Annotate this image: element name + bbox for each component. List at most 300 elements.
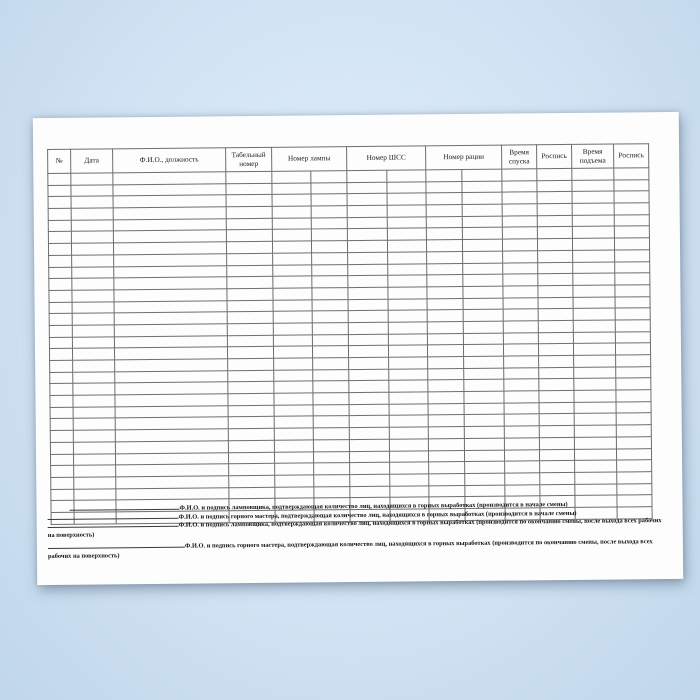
table-cell [502, 227, 537, 239]
table-cell [540, 484, 575, 496]
table-cell [227, 347, 273, 359]
table-cell [228, 417, 274, 429]
table-cell [538, 320, 573, 332]
table-cell [228, 382, 274, 394]
table-cell [50, 419, 73, 431]
table-cell [227, 265, 273, 277]
table-cell [537, 192, 572, 204]
table-cell [537, 215, 572, 227]
table-cell [464, 415, 504, 427]
table-cell [502, 192, 537, 204]
column-header-radio-number: Номер рации [426, 145, 502, 170]
table-cell [387, 228, 426, 240]
table-cell [73, 360, 115, 372]
table-cell [48, 232, 71, 244]
table-cell [428, 392, 464, 404]
table-cell [390, 474, 429, 486]
table-cell [314, 486, 350, 498]
table-cell [505, 461, 540, 473]
table-cell [575, 484, 617, 496]
table-cell [427, 298, 463, 310]
table-cell [464, 356, 504, 368]
signature-blank-line [48, 522, 179, 528]
table-cell [72, 336, 114, 348]
table-cell [572, 180, 614, 192]
table-cell [539, 426, 574, 438]
table-cell [314, 463, 350, 475]
table-cell [72, 278, 114, 290]
table-cell [574, 402, 616, 414]
table-cell [463, 321, 503, 333]
table-cell [49, 313, 72, 325]
table-cell [73, 383, 115, 395]
table-cell [428, 368, 464, 380]
table-cell [312, 264, 348, 276]
table-cell [389, 357, 428, 369]
table-cell [48, 243, 71, 255]
table-cell [616, 425, 651, 437]
table-cell [273, 288, 312, 300]
table-cell [539, 437, 574, 449]
table-cell [50, 454, 73, 466]
table-cell [615, 250, 650, 262]
table-cell [72, 266, 114, 278]
table-cell [388, 275, 427, 287]
note-text: Ф.И.О. и подпись ламповщика, подтверждающая количество лиц, находящихся в горных выработках (производится в начале смены) [179, 500, 568, 512]
table-cell [537, 204, 572, 216]
table-cell [313, 358, 349, 370]
table-cell [274, 393, 313, 405]
table-cell [504, 414, 539, 426]
table-cell [49, 349, 72, 361]
table-cell [273, 346, 312, 358]
table-cell [312, 276, 348, 288]
table-cell [272, 183, 311, 195]
table-cell [48, 208, 71, 220]
table-cell [72, 325, 114, 337]
table-cell [50, 430, 73, 442]
table-cell [616, 355, 651, 367]
table-cell [275, 486, 314, 498]
table-cell [503, 321, 538, 333]
table-cell [227, 335, 273, 347]
table-cell [227, 253, 273, 265]
table-cell [273, 300, 312, 312]
table-cell [426, 181, 462, 193]
table-cell [312, 252, 348, 264]
table-cell [349, 416, 389, 428]
table-cell [311, 182, 347, 194]
table-cell [50, 442, 73, 454]
table-cell [429, 450, 465, 462]
table-cell [227, 288, 273, 300]
table-cell [311, 241, 347, 253]
table-cell [463, 309, 503, 321]
table-cell [387, 182, 426, 194]
table-cell [72, 348, 114, 360]
table-cell [538, 297, 573, 309]
table-cell [573, 250, 615, 262]
table-cell [539, 379, 574, 391]
column-header-signature-1: Роспись [537, 144, 572, 168]
table-cell [503, 286, 538, 298]
table-cell [347, 229, 387, 241]
table-cell [428, 415, 464, 427]
table-cell [49, 337, 72, 349]
table-cell [71, 208, 113, 220]
table-cell [49, 267, 72, 279]
table-cell [387, 170, 426, 182]
table-cell [504, 367, 539, 379]
table-cell [462, 239, 502, 251]
column-header-lamp-number: Номер лампы [272, 147, 347, 172]
table-cell [73, 407, 115, 419]
table-cell [347, 205, 387, 217]
table-cell [71, 231, 113, 243]
table-cell [572, 226, 614, 238]
table-cell [347, 217, 387, 229]
table-cell [389, 380, 428, 392]
note-text: Ф.И.О. и подпись горного мастера, подтверждающая количество лиц, находящихся в горных выработках (производится в начале смены) [178, 509, 577, 521]
table-cell [311, 171, 347, 183]
table-cell [539, 414, 574, 426]
table-cell [427, 321, 463, 333]
table-cell [539, 355, 574, 367]
table-cell [73, 442, 115, 454]
table-cell [71, 196, 113, 208]
table-cell [312, 334, 348, 346]
table-cell [49, 278, 72, 290]
table-cell [349, 357, 389, 369]
table-cell [311, 217, 347, 229]
table-cell [273, 264, 312, 276]
table-cell [616, 437, 651, 449]
table-cell [312, 287, 348, 299]
table-cell [51, 477, 74, 489]
table-cell [273, 323, 312, 335]
table-cell [540, 472, 575, 484]
table-cell [574, 437, 616, 449]
table-cell [615, 331, 650, 343]
table-cell [314, 474, 350, 486]
table-cell [502, 204, 537, 216]
table-cell [614, 191, 649, 203]
table-cell [272, 241, 311, 253]
table-cell [463, 286, 503, 298]
table-cell [71, 243, 113, 255]
table-cell [429, 473, 465, 485]
table-cell [464, 438, 504, 450]
table-cell [427, 251, 463, 263]
table-cell [313, 393, 349, 405]
table-cell [311, 194, 347, 206]
table-cell [50, 360, 73, 372]
table-cell [615, 273, 650, 285]
column-header-ascent-time: Время подъема [572, 144, 614, 168]
table-cell [616, 413, 651, 425]
table-cell [272, 171, 311, 183]
table-cell [504, 356, 539, 368]
table-cell [50, 395, 73, 407]
table-cell [617, 460, 652, 472]
table-cell [503, 251, 538, 263]
table-cell [388, 298, 427, 310]
table-cell [538, 262, 573, 274]
table-cell [227, 300, 273, 312]
table-cell [615, 285, 650, 297]
table-cell [389, 415, 428, 427]
table-cell [464, 391, 504, 403]
table-cell [48, 185, 71, 197]
table-cell [505, 484, 540, 496]
table-cell [503, 344, 538, 356]
table-cell [615, 261, 650, 273]
table-cell [274, 440, 313, 452]
table-cell [463, 263, 503, 275]
table-cell [573, 262, 615, 274]
table-cell [616, 378, 651, 390]
table-cell [389, 369, 428, 381]
table-cell [538, 274, 573, 286]
column-header-signature-2: Роспись [614, 144, 649, 168]
table-cell [428, 438, 464, 450]
table-cell [273, 311, 312, 323]
table-cell [349, 439, 389, 451]
table-cell [389, 427, 428, 439]
table-cell [274, 405, 313, 417]
table-cell [429, 462, 465, 474]
table-cell [573, 320, 615, 332]
table-cell [348, 334, 388, 346]
table-cell [313, 451, 349, 463]
table-cell [575, 449, 617, 461]
table-cell [273, 335, 312, 347]
shift-log-table [47, 143, 653, 524]
table-cell [275, 463, 314, 475]
table-cell [74, 477, 116, 489]
table-cell [312, 346, 348, 358]
note-text: Ф.И.О. и подпись ламповщика, подтверждающая количество лиц, находящихся в горных выработках (производится по окончанию смены, после выхода всех рабочих на поверхность) [47, 517, 662, 539]
table-cell [538, 332, 573, 344]
table-cell [49, 302, 72, 314]
table-cell [574, 355, 616, 367]
table-cell [573, 308, 615, 320]
table-cell [48, 197, 71, 209]
table-cell [503, 274, 538, 286]
table-cell [350, 462, 390, 474]
table-cell [464, 403, 504, 415]
table-cell [50, 372, 73, 384]
table-cell [428, 427, 464, 439]
table-cell [504, 426, 539, 438]
table-cell [348, 299, 388, 311]
table-body [48, 168, 652, 524]
table-cell [537, 227, 572, 239]
table-cell [226, 195, 272, 207]
table-cell [228, 428, 274, 440]
table-cell [387, 240, 426, 252]
table-cell [388, 310, 427, 322]
table-cell [614, 226, 649, 238]
table-cell [426, 216, 462, 228]
table-cell [390, 485, 429, 497]
table-cell [313, 381, 349, 393]
table-cell [538, 250, 573, 262]
column-header-descent-time: Время спуска [502, 145, 537, 169]
table-cell [350, 474, 390, 486]
table-cell [538, 344, 573, 356]
table-cell [462, 228, 502, 240]
table-cell [350, 486, 390, 498]
table-cell [575, 472, 617, 484]
table-cell [388, 333, 427, 345]
table-cell [348, 287, 388, 299]
table-cell [349, 404, 389, 416]
table-cell [502, 216, 537, 228]
table-cell [313, 428, 349, 440]
table-cell [389, 404, 428, 416]
table-cell [504, 403, 539, 415]
table-cell [228, 370, 274, 382]
table-cell [274, 370, 313, 382]
table-cell [426, 205, 462, 217]
table-cell [615, 343, 650, 355]
table-cell [274, 416, 313, 428]
table-cell [389, 450, 428, 462]
table-cell [539, 402, 574, 414]
table-cell [572, 168, 614, 180]
table-cell [228, 440, 274, 452]
table-cell [348, 252, 388, 264]
table-cell [74, 465, 116, 477]
table-cell [274, 358, 313, 370]
table-cell [502, 169, 537, 181]
table-cell [71, 173, 113, 185]
table-cell [349, 392, 389, 404]
table-cell [537, 168, 572, 180]
table-cell [540, 449, 575, 461]
table-cell [48, 173, 71, 185]
table-cell [226, 206, 272, 218]
table-cell [427, 310, 463, 322]
table-cell [50, 407, 73, 419]
table-cell [614, 168, 649, 180]
table-cell [228, 358, 274, 370]
table-cell [574, 413, 616, 425]
table-cell [347, 194, 387, 206]
column-header-shss-number: Номер ШСС [347, 146, 426, 171]
table-cell [504, 379, 539, 391]
table-cell [428, 403, 464, 415]
table-cell [347, 182, 387, 194]
table-cell [539, 390, 574, 402]
table-cell [573, 332, 615, 344]
note-line [48, 538, 666, 561]
table-cell [573, 273, 615, 285]
table-cell [349, 369, 389, 381]
table-cell [272, 206, 311, 218]
table-cell [274, 428, 313, 440]
table-cell [71, 185, 113, 197]
table-cell [502, 239, 537, 251]
table-cell [614, 203, 649, 215]
table-cell [388, 322, 427, 334]
table-cell [73, 430, 115, 442]
table-cell [465, 473, 505, 485]
signature-blank-line [69, 505, 179, 511]
table-cell [228, 452, 274, 464]
table-cell [72, 290, 114, 302]
table-cell [229, 463, 275, 475]
table-cell [388, 287, 427, 299]
table-cell [387, 205, 426, 217]
table-cell [272, 229, 311, 241]
table-cell [462, 216, 502, 228]
table-cell [389, 392, 428, 404]
table-cell [428, 380, 464, 392]
table-cell [48, 220, 71, 232]
table-cell [228, 393, 274, 405]
table-cell [464, 426, 504, 438]
table-cell [313, 404, 349, 416]
table-cell [505, 473, 540, 485]
table-cell [349, 381, 389, 393]
table-cell [504, 391, 539, 403]
table-cell [464, 379, 504, 391]
table-cell [313, 369, 349, 381]
table-cell [388, 263, 427, 275]
table-cell [312, 299, 348, 311]
table-cell [349, 427, 389, 439]
table-cell [226, 241, 272, 253]
table-cell [465, 461, 505, 473]
table-cell [348, 310, 388, 322]
table-cell [617, 448, 652, 460]
table-cell [388, 252, 427, 264]
column-header-date: Дата [71, 149, 113, 173]
table-cell [311, 206, 347, 218]
table-cell [503, 332, 538, 344]
table-cell [229, 475, 275, 487]
table-cell [427, 286, 463, 298]
table-cell [572, 215, 614, 227]
table-cell [72, 255, 114, 267]
table-cell [389, 439, 428, 451]
table-cell [427, 263, 463, 275]
table-cell [388, 345, 427, 357]
table-cell [462, 204, 502, 216]
column-header-number: № [48, 149, 71, 173]
table-cell [465, 485, 505, 497]
table-cell [537, 239, 572, 251]
table-cell [347, 240, 387, 252]
table-cell [312, 311, 348, 323]
table-cell [572, 238, 614, 250]
table-cell [505, 449, 540, 461]
table-cell [617, 483, 652, 495]
table-cell [272, 218, 311, 230]
table-cell [226, 183, 272, 195]
table-cell [347, 170, 387, 182]
table-cell [226, 230, 272, 242]
table-cell [572, 191, 614, 203]
table-cell [274, 381, 313, 393]
table-cell [51, 489, 74, 501]
table-cell [616, 366, 651, 378]
table-cell [51, 465, 74, 477]
table-cell [615, 320, 650, 332]
table-cell [463, 274, 503, 286]
